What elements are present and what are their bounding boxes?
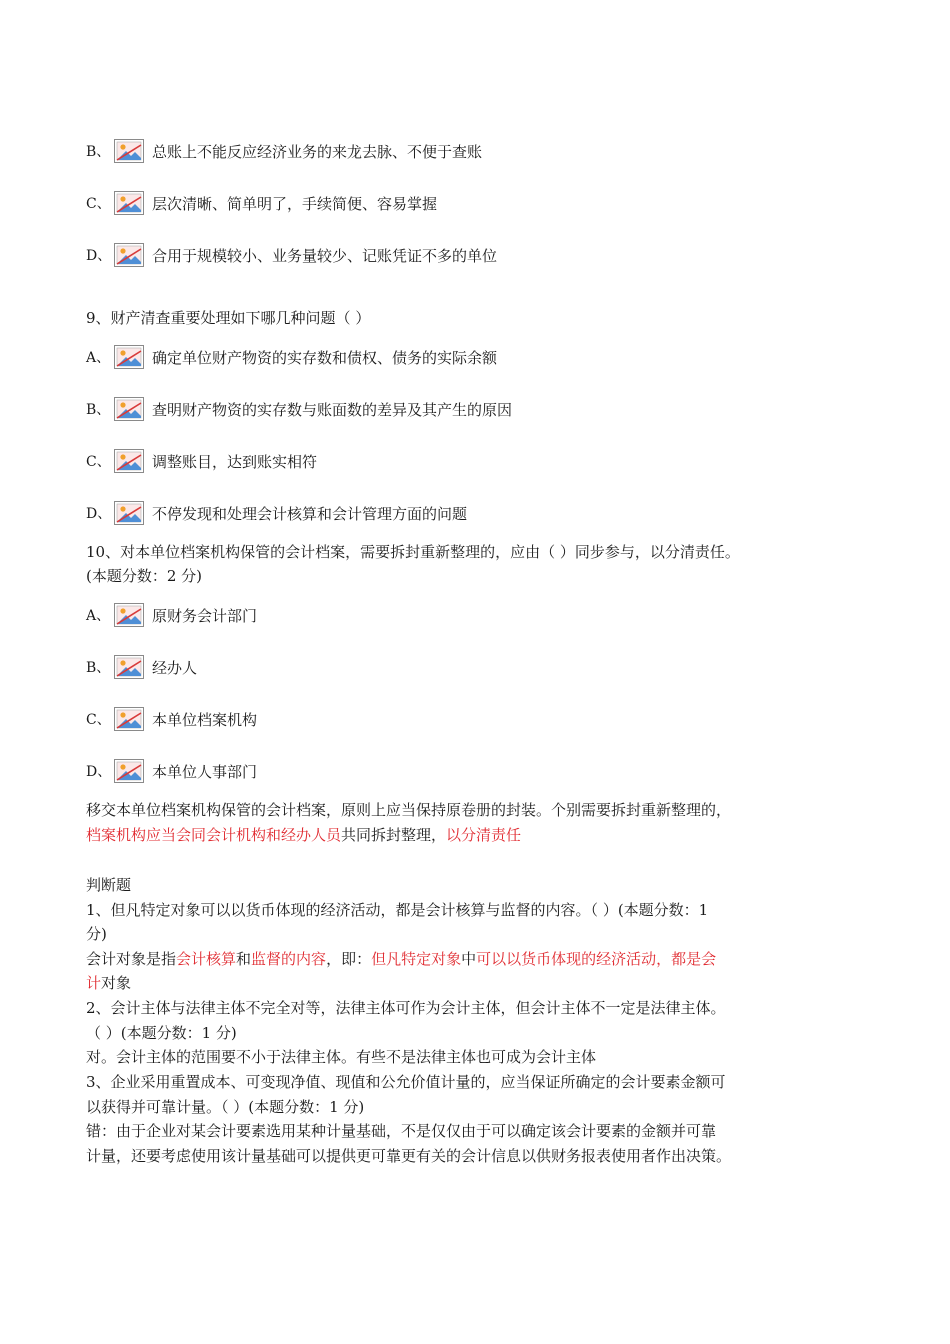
highlight-text: 可以以货币体现的经济活动，都是会 bbox=[476, 950, 717, 968]
q10-option-b[interactable] bbox=[86, 653, 197, 681]
broken-image-icon bbox=[114, 397, 144, 421]
j3-explanation-line1: 错：由于企业对某会计要素选用某种计量基础，不是仅仅由于可以确定该会计要素的金额并可靠 bbox=[86, 1122, 717, 1140]
q8-option-d[interactable] bbox=[86, 241, 497, 269]
option-letter: B、 bbox=[86, 660, 111, 676]
broken-image-icon bbox=[114, 139, 144, 163]
option-text: 查明财产物资的实存数与账面数的差异及其产生的原因 bbox=[152, 400, 513, 419]
q10-title-line2: (本题分数：2 分) bbox=[86, 567, 203, 585]
q10-explanation-line1: 移交本单位档案机构保管的会计档案，原则上应当保持原卷册的封装。个别需要拆封重新整理的， bbox=[86, 801, 732, 819]
q9-title: 9、财产清查重要处理如下哪几种问题（ ） bbox=[86, 309, 371, 327]
q10-option-c[interactable] bbox=[86, 705, 257, 733]
option-letter: B、 bbox=[86, 144, 111, 160]
highlight-text: 但凡特定对象 bbox=[371, 950, 462, 968]
q10-option-d[interactable] bbox=[86, 757, 257, 785]
broken-image-icon bbox=[114, 449, 144, 473]
j3-line2: 以获得并可靠计量。（ ）(本题分数：1 分) bbox=[86, 1098, 365, 1116]
plain-text: ，即： bbox=[326, 950, 372, 968]
section-heading: 判断题 bbox=[86, 876, 132, 894]
option-text: 合用于规模较小、业务量较少、记账凭证不多的单位 bbox=[152, 246, 498, 265]
q8-option-c[interactable] bbox=[86, 189, 437, 217]
j1-line2: 分) bbox=[86, 925, 107, 943]
option-text: 本单位档案机构 bbox=[152, 710, 258, 729]
plain-text: 中 bbox=[461, 950, 477, 968]
option-letter: D、 bbox=[86, 764, 112, 780]
option-letter: D、 bbox=[86, 506, 112, 522]
broken-image-icon bbox=[114, 345, 144, 369]
q9-option-b[interactable] bbox=[86, 395, 512, 423]
j3-line1: 3、企业采用重置成本、可变现净值、现值和公允价值计量的，应当保证所确定的会计要素金额可 bbox=[86, 1073, 726, 1091]
option-text: 原财务会计部门 bbox=[152, 606, 258, 625]
j2-explanation: 对。会计主体的范围要不小于法律主体。有些不是法律主体也可成为会计主体 bbox=[86, 1048, 597, 1066]
q9-option-d[interactable] bbox=[86, 499, 467, 527]
plain-text: 对象 bbox=[101, 974, 132, 992]
option-text: 层次清晰、简单明了，手续简便、容易掌握 bbox=[152, 194, 438, 213]
q10-explanation-line2 bbox=[86, 823, 521, 847]
option-letter: D、 bbox=[86, 248, 112, 264]
highlight-text: 档案机构应当会同会计机构和经办人员 bbox=[86, 826, 342, 844]
broken-image-icon bbox=[114, 501, 144, 525]
q10-title-line1: 10、对本单位档案机构保管的会计档案，需要拆封重新整理的，应由（ ）同步参与，以分清责任。 bbox=[86, 543, 740, 561]
j2-line1: 2、会计主体与法律主体不完全对等，法律主体可作为会计主体，但会计主体不一定是法律主体。 bbox=[86, 999, 726, 1017]
option-text: 本单位人事部门 bbox=[152, 762, 258, 781]
q9-option-c[interactable] bbox=[86, 447, 317, 475]
highlight-text: 会计核算 bbox=[176, 950, 237, 968]
option-text: 确定单位财产物资的实存数和债权、债务的实际余额 bbox=[152, 348, 498, 367]
option-text: 调整账目，达到账实相符 bbox=[152, 452, 318, 471]
broken-image-icon bbox=[114, 243, 144, 267]
j1-explanation-line1 bbox=[86, 947, 716, 971]
highlight-text: 计 bbox=[86, 974, 102, 992]
q9-option-a[interactable] bbox=[86, 343, 497, 371]
broken-image-icon bbox=[114, 191, 144, 215]
highlight-text: 以分清责任 bbox=[446, 826, 522, 844]
option-letter: C、 bbox=[86, 454, 111, 470]
option-letter: C、 bbox=[86, 196, 111, 212]
j1-line1: 1、但凡特定对象可以以货币体现的经济活动，都是会计核算与监督的内容。（ ）(本题分数：1 bbox=[86, 901, 709, 919]
q8-option-b[interactable] bbox=[86, 137, 482, 165]
option-text: 经办人 bbox=[152, 658, 198, 677]
plain-text: 共同拆封整理， bbox=[341, 826, 447, 844]
q10-option-a[interactable] bbox=[86, 601, 257, 629]
j2-line2: （ ）(本题分数：1 分) bbox=[86, 1024, 237, 1042]
j1-explanation-line2 bbox=[86, 971, 131, 995]
option-letter: C、 bbox=[86, 712, 111, 728]
option-letter: A、 bbox=[86, 350, 111, 366]
highlight-text: 监督的内容 bbox=[251, 950, 327, 968]
option-text: 不停发现和处理会计核算和会计管理方面的问题 bbox=[152, 504, 468, 523]
plain-text: 和 bbox=[236, 950, 252, 968]
option-letter: A、 bbox=[86, 608, 111, 624]
option-text: 总账上不能反应经济业务的来龙去脉、不便于查账 bbox=[152, 142, 483, 161]
j3-explanation-line2: 计量，还要考虑使用该计量基础可以提供更可靠更有关的会计信息以供财务报表使用者作出决策。 bbox=[86, 1147, 732, 1165]
broken-image-icon bbox=[114, 655, 144, 679]
broken-image-icon bbox=[114, 603, 144, 627]
broken-image-icon bbox=[114, 759, 144, 783]
option-letter: B、 bbox=[86, 402, 111, 418]
broken-image-icon bbox=[114, 707, 144, 731]
plain-text: 会计对象是指 bbox=[86, 950, 177, 968]
